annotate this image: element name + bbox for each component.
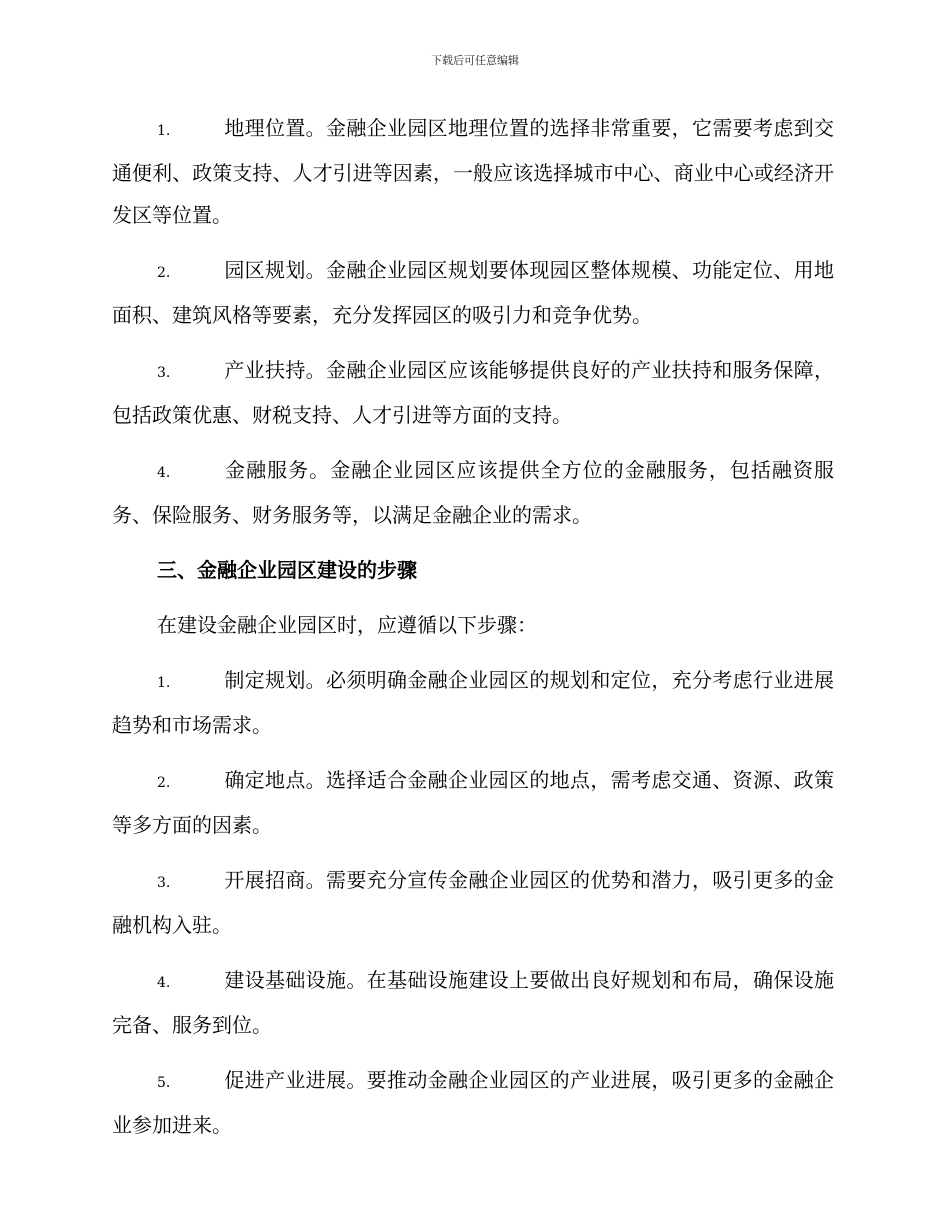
list-item-text: 金融服务。金融企业园区应该提供全方位的金融服务，包括融资服务、保险服务、财务服务等，以满足金融企业的需求。	[112, 458, 834, 527]
list-item-text: 确定地点。选择适合金融企业园区的地点，需考虑交通、资源、政策等多方面的因素。	[112, 768, 834, 837]
list-item-text: 产业扶持。金融企业园区应该能够提供良好的产业扶持和服务保障，包括政策优惠、财税支持、人才引进等方面的支持。	[112, 358, 834, 427]
page-header-note: 下载后可任意编辑	[431, 54, 519, 67]
list-item	[112, 249, 834, 336]
list-item	[112, 959, 834, 1046]
list-item-number: 4.	[157, 465, 171, 481]
list-item-number: 3.	[157, 365, 171, 381]
list-item-text: 开展招商。需要充分宣传金融企业园区的优势和潜力，吸引更多的金融机构入驻。	[112, 868, 834, 937]
list-item	[112, 107, 834, 236]
document-body	[112, 107, 834, 1159]
list-item	[112, 759, 834, 846]
list-item-number: 3.	[157, 875, 171, 891]
list-item	[112, 859, 834, 946]
list-item-number: 1.	[157, 123, 171, 139]
list-item	[112, 1059, 834, 1146]
list-item	[112, 449, 834, 536]
list-item-number: 2.	[157, 775, 171, 791]
section-heading: 三、金融企业园区建设的步骤	[157, 558, 417, 582]
list-item-number: 2.	[157, 265, 171, 281]
list-item-number: 4.	[157, 975, 171, 991]
list-item-text: 促进产业进展。要推动金融企业园区的产业进展，吸引更多的金融企业参加进来。	[112, 1068, 834, 1137]
list-item-text: 园区规划。金融企业园区规划要体现园区整体规模、功能定位、用地面积、建筑风格等要素，充分发挥园区的吸引力和竞争优势。	[112, 258, 834, 327]
list-item-number: 5.	[157, 1075, 171, 1091]
list-item	[112, 349, 834, 436]
section-intro: 在建设金融企业园区时，应遵循以下步骤：	[157, 613, 537, 637]
list-item-text: 建设基础设施。在基础设施建设上要做出良好规划和布局，确保设施完备、服务到位。	[112, 968, 834, 1037]
list-item	[112, 659, 834, 746]
list-item-number: 1.	[157, 675, 171, 691]
list-item-text: 地理位置。金融企业园区地理位置的选择非常重要，它需要考虑到交通便利、政策支持、人才引进等因素，一般应该选择城市中心、商业中心或经济开发区等位置。	[112, 116, 834, 227]
list-item-text: 制定规划。必须明确金融企业园区的规划和定位，充分考虑行业进展趋势和市场需求。	[112, 668, 834, 737]
